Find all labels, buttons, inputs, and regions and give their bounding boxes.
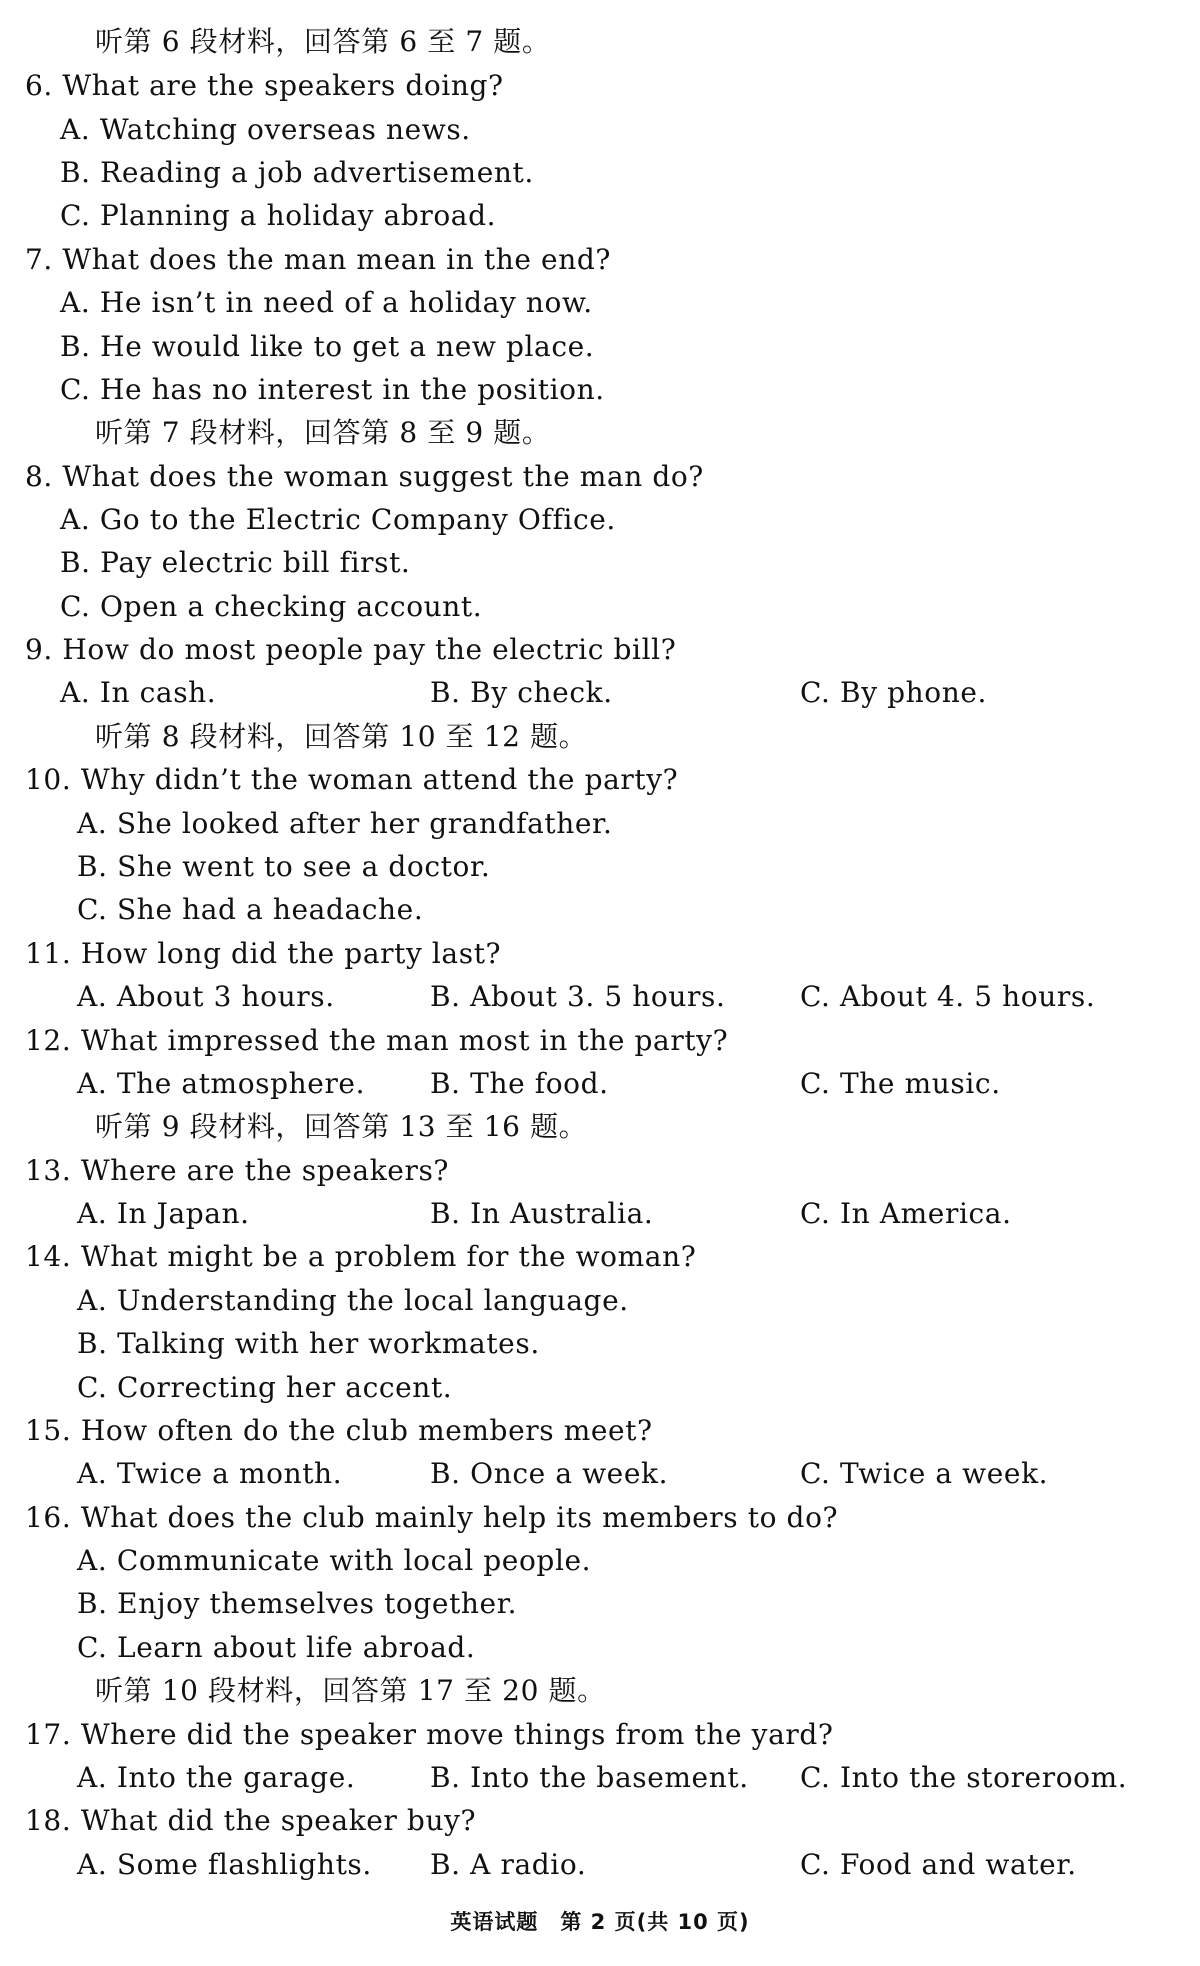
page-footer: 英语试题 第 2 页(共 10 页) [450,1910,750,1934]
question-7-option-a: A. He isn’t in need of a holiday now. [60,286,593,319]
question-11-option-a: A. About 3 hours. [77,980,335,1013]
section-header-7: 听第 7 段材料，回答第 8 至 9 题。 [95,416,551,449]
question-17-options [0,1756,1200,1799]
question-9-options [0,671,1200,714]
question-15-stem: 15. How often do the club members meet? [25,1414,653,1447]
question-15-option-b: B. Once a week. [430,1457,669,1490]
question-12-options [0,1062,1200,1105]
question-11-options [0,975,1200,1018]
section-header-9: 听第 9 段材料，回答第 13 至 16 题。 [95,1110,588,1143]
question-7-option-c: C. He has no interest in the position. [60,373,605,406]
question-6-option-a: A. Watching overseas news. [60,113,471,146]
question-7-option-b: B. He would like to get a new place. [60,330,595,363]
question-8-option-b: B. Pay electric bill first. [60,546,411,579]
question-13-option-a: A. In Japan. [77,1197,250,1230]
question-16-option-a: A. Communicate with local people. [77,1544,592,1577]
question-8-option-c: C. Open a checking account. [60,590,483,623]
question-6-stem: 6. What are the speakers doing? [25,69,504,102]
question-18-options [0,1843,1200,1886]
question-13-option-b: B. In Australia. [430,1197,654,1230]
question-10-option-a: A. She looked after her grandfather. [77,807,613,840]
section-header-6: 听第 6 段材料，回答第 6 至 7 题。 [95,25,551,58]
question-14-option-c: C. Correcting her accent. [77,1371,453,1404]
question-18-option-b: B. A radio. [430,1848,587,1881]
question-12-option-b: B. The food. [430,1067,609,1100]
question-12-stem: 12. What impressed the man most in the party? [25,1024,729,1057]
question-14-option-b: B. Talking with her workmates. [77,1327,540,1360]
question-11-option-b: B. About 3. 5 hours. [430,980,726,1013]
question-18-stem: 18. What did the speaker buy? [25,1804,477,1837]
question-16-option-b: B. Enjoy themselves together. [77,1587,518,1620]
question-9-stem: 9. How do most people pay the electric bill? [25,633,677,666]
question-9-option-c: C. By phone. [800,676,988,709]
question-18-option-a: A. Some flashlights. [77,1848,372,1881]
question-9-option-a: A. In cash. [60,676,217,709]
question-14-option-a: A. Understanding the local language. [77,1284,629,1317]
question-6-option-b: B. Reading a job advertisement. [60,156,534,189]
question-13-options [0,1192,1200,1235]
question-15-option-c: C. Twice a week. [800,1457,1049,1490]
question-17-option-c: C. Into the storeroom. [800,1761,1128,1794]
question-12-option-a: A. The atmosphere. [77,1067,366,1100]
question-18-option-c: C. Food and water. [800,1848,1077,1881]
question-13-stem: 13. Where are the speakers? [25,1154,450,1187]
question-11-stem: 11. How long did the party last? [25,937,502,970]
question-8-option-a: A. Go to the Electric Company Office. [60,503,616,536]
question-17-stem: 17. Where did the speaker move things from the yard? [25,1718,834,1751]
question-17-option-a: A. Into the garage. [77,1761,356,1794]
section-header-8: 听第 8 段材料，回答第 10 至 12 题。 [95,720,588,753]
question-9-option-b: B. By check. [430,676,613,709]
question-8-stem: 8. What does the woman suggest the man do? [25,460,704,493]
question-14-stem: 14. What might be a problem for the woman? [25,1240,697,1273]
question-15-options [0,1452,1200,1495]
question-11-option-c: C. About 4. 5 hours. [800,980,1096,1013]
question-10-option-c: C. She had a headache. [77,893,424,926]
question-16-option-c: C. Learn about life abroad. [77,1631,476,1664]
question-13-option-c: C. In America. [800,1197,1012,1230]
question-10-stem: 10. Why didn’t the woman attend the party? [25,763,679,796]
question-16-stem: 16. What does the club mainly help its members to do? [25,1501,839,1534]
question-6-option-c: C. Planning a holiday abroad. [60,199,497,232]
question-12-option-c: C. The music. [800,1067,1001,1100]
question-15-option-a: A. Twice a month. [77,1457,343,1490]
question-10-option-b: B. She went to see a doctor. [77,850,491,883]
question-7-stem: 7. What does the man mean in the end? [25,243,611,276]
question-17-option-b: B. Into the basement. [430,1761,749,1794]
section-header-10: 听第 10 段材料，回答第 17 至 20 题。 [95,1674,606,1707]
